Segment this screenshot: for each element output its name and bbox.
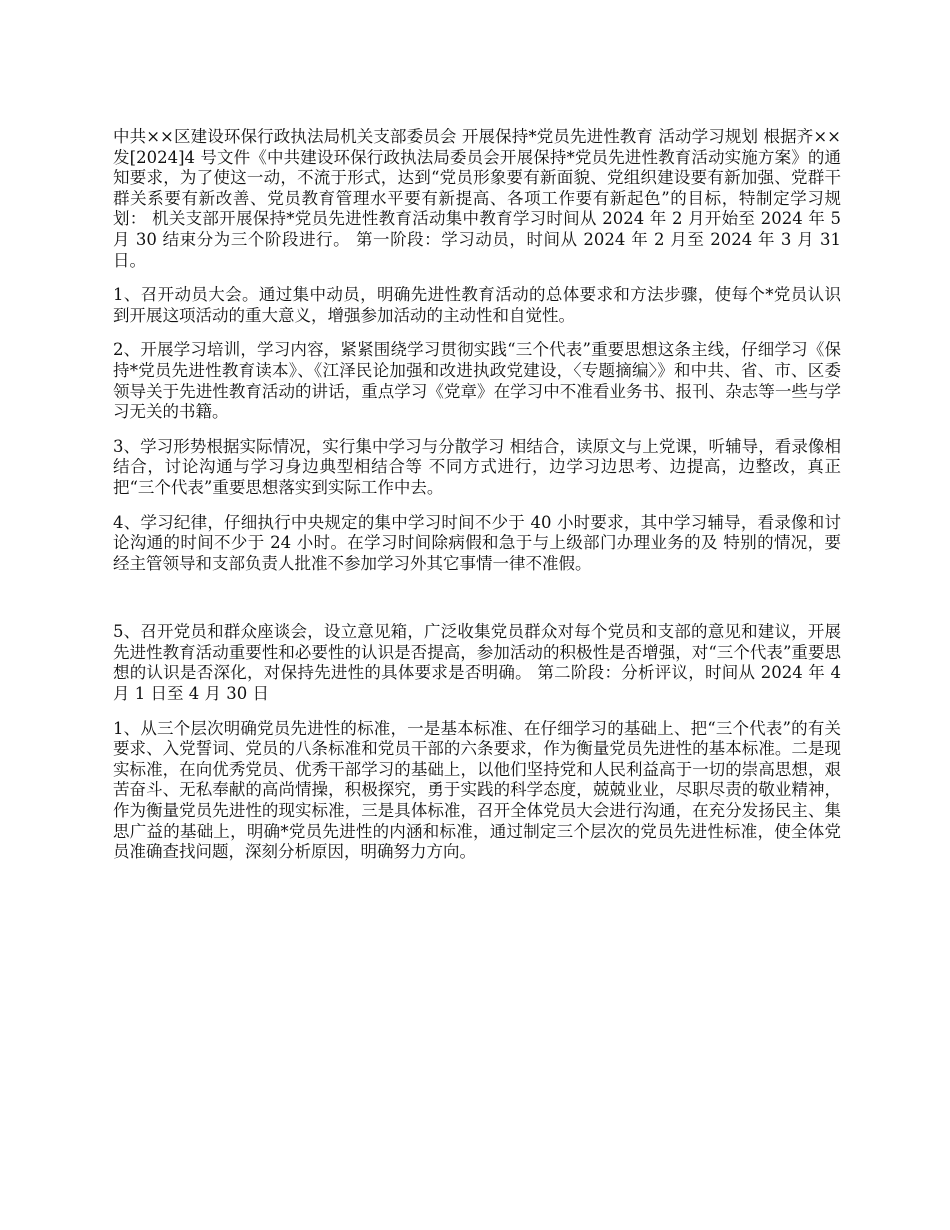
intro-paragraph: 中共××区建设环保行政执法局机关支部委员会 开展保持*党员先进性教育 活动学习规划 根据齐××发[2024]4 号文件《中共建设环保行政执法局委员会开展保持*党员先进性教育活动实施方案》的通知要求，为了使这一动，不流于形式，达到“党员形象要有新面貌、党组织建设要有新加强、党群干群关系要有新改善、党员教育管理水平要有新提高、各项工作要有新起色”的目标，特制定学习规划： 机关支部开展保持*党员先进性教育活动集中教育学习时间从 2024 年 2 月开始至 2024 年 5 月 30 结束分为三个阶段进行。 第一阶段：学习动员，时间从 2024 年 2 月至 2024 年 3 月 31 日。 [113,127,841,270]
stage-two-item-paragraph-1: 1、从三个层次明确党员先进性的标准，一是基本标准、在仔细学习的基础上、把“三个代表”的有关要求、入党誓词、党员的八条标准和党员干部的六条要求，作为衡量党员先进性的基本标准。二是现实标准，在向优秀党员、优秀干部学习的基础上，以他们坚持党和人民利益高于一切的崇高思想，艰苦奋斗、无私奉献的高尚情操，积极探究，勇于实践的科学态度，兢兢业业，尽职尽责的敬业精神，作为衡量党员先进性的现实标准，三是具体标准，召开全体党员大会进行沟通，在充分发扬民主、集思广益的基础上，明确*党员先进性的内涵和标准，通过制定三个层次的党员先进性标准，使全体党员准确查找问题，深刻分析原因，明确努力方向。 [113,718,841,862]
item-paragraph-2: 2、开展学习培训，学习内容，紧紧围绕学习贯彻实践“三个代表”重要思想这条主线，仔细学习《保持*党员先进性教育读本》、《江泽民论加强和改进执政党建设，〈专题摘编〉》和中共、省、市、区委领导关于先进性教育活动的讲话，重点学习《党章》在学习中不准看业务书、报刊、杂志等一些与学习无关的书籍。 [113,340,841,422]
item-paragraph-4: 4、学习纪律，仔细执行中央规定的集中学习时间不少于 40 小时要求，其中学习辅导，看录像和讨论沟通的时间不少于 24 小时。在学习时间除病假和急于与上级部门办理业务的及 特别的情况，要经主管领导和支部负责人批准不参加学习外其它事情一律不准假。 [113,512,841,573]
item-paragraph-5: 5、召开党员和群众座谈会，设立意见箱，广泛收集党员群众对每个党员和支部的意见和建议，开展先进性教育活动重要性和必要性的认识是否提高，参加活动的积极性是否增强，对“三个代表”重要思想的认识是否深化，对保持先进性的具体要求是否明确。 第二阶段：分析评议，时间从 2024 年 4 月 1 日至 4 月 30 日 [113,622,841,704]
section-spacer [113,588,841,622]
item-paragraph-1: 1、召开动员大会。通过集中动员，明确先进性教育活动的总体要求和方法步骤，使每个*党员认识到开展这项活动的重大意义，增强参加活动的主动性和自觉性。 [113,285,841,325]
item-paragraph-3: 3、学习形势根据实际情况，实行集中学习与分散学习 相结合，读原文与上党课，听辅导，看录像相结合，讨论沟通与学习身边典型相结合等 不同方式进行，边学习边思考、边提高，边整改，真正把“三个代表”重要思想落实到实际工作中去。 [113,436,841,497]
document-page [113,127,841,877]
